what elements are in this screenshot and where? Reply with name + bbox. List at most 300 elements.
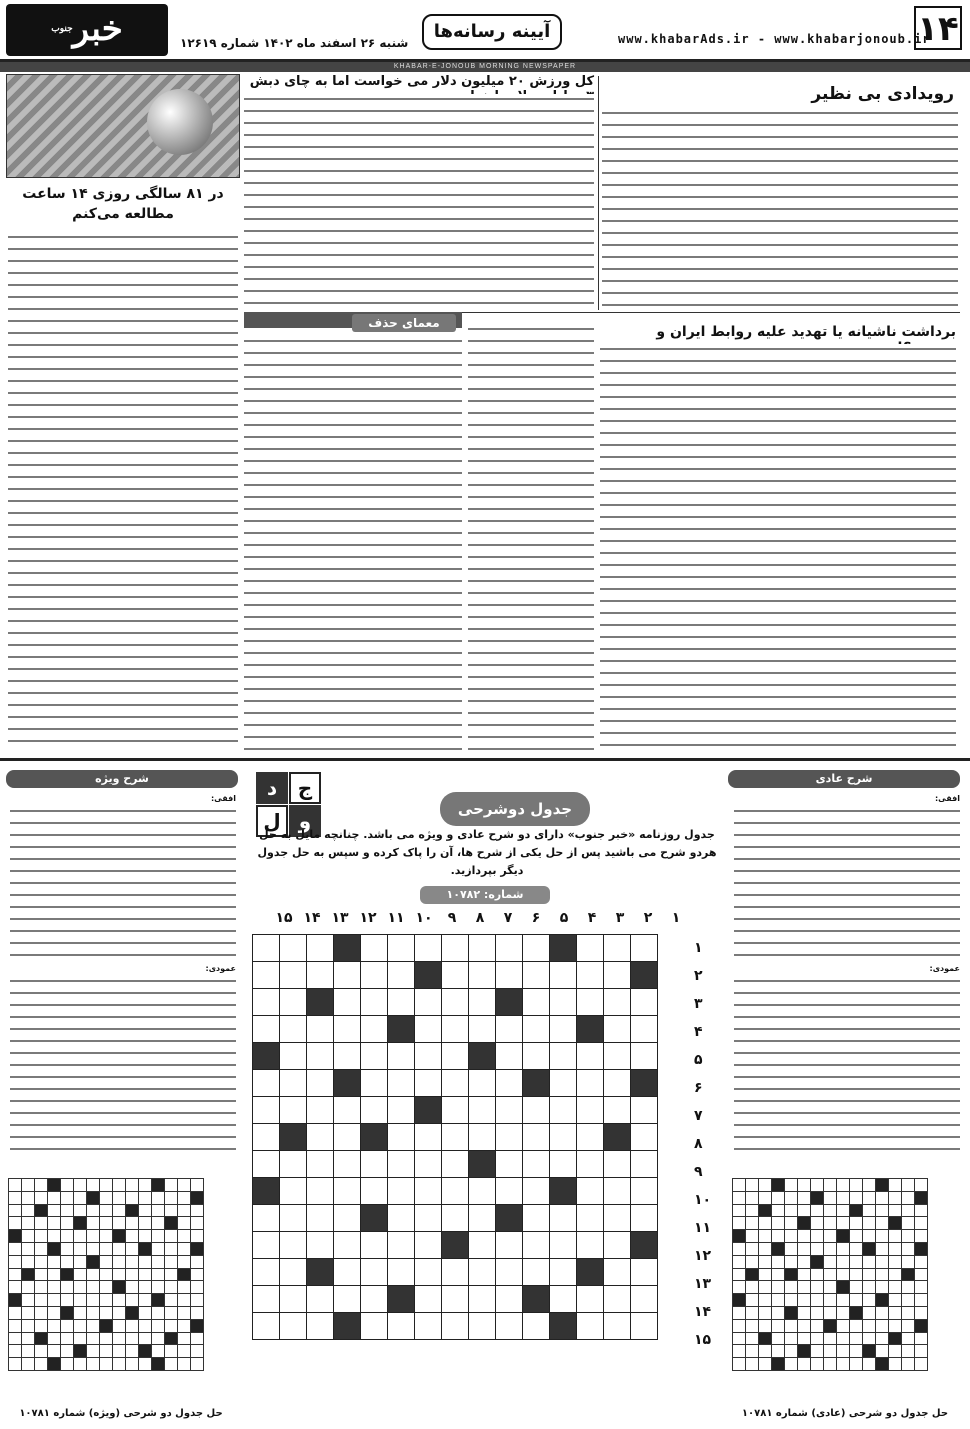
grid-cell[interactable] xyxy=(785,1242,798,1255)
grid-cell[interactable] xyxy=(889,1191,902,1204)
grid-cell[interactable] xyxy=(850,1230,863,1243)
grid-cell[interactable] xyxy=(733,1306,746,1319)
grid-cell[interactable] xyxy=(280,1016,307,1043)
grid-cell[interactable] xyxy=(915,1332,928,1345)
grid-cell[interactable] xyxy=(139,1230,152,1243)
grid-cell[interactable] xyxy=(811,1179,824,1192)
grid-cell[interactable] xyxy=(415,1124,442,1151)
grid-cell[interactable] xyxy=(22,1319,35,1332)
grid-cell[interactable] xyxy=(126,1242,139,1255)
grid-cell[interactable] xyxy=(604,1232,631,1259)
grid-cell[interactable] xyxy=(824,1306,837,1319)
grid-cell[interactable] xyxy=(496,1016,523,1043)
grid-cell[interactable] xyxy=(74,1319,87,1332)
grid-cell[interactable] xyxy=(126,1179,139,1192)
grid-cell[interactable] xyxy=(113,1332,126,1345)
grid-cell[interactable] xyxy=(415,1259,442,1286)
grid-cell[interactable] xyxy=(126,1281,139,1294)
grid-cell[interactable] xyxy=(824,1358,837,1371)
grid-cell[interactable] xyxy=(850,1179,863,1192)
grid-cell[interactable] xyxy=(733,1319,746,1332)
grid-cell[interactable] xyxy=(523,1043,550,1070)
grid-cell[interactable] xyxy=(889,1358,902,1371)
grid-cell[interactable] xyxy=(361,1178,388,1205)
grid-cell[interactable] xyxy=(35,1358,48,1371)
grid-cell[interactable] xyxy=(863,1230,876,1243)
grid-cell[interactable] xyxy=(550,1232,577,1259)
grid-cell[interactable] xyxy=(361,1232,388,1259)
grid-cell[interactable] xyxy=(74,1294,87,1307)
grid-cell[interactable] xyxy=(74,1332,87,1345)
grid-cell[interactable] xyxy=(9,1332,22,1345)
grid-cell[interactable] xyxy=(113,1268,126,1281)
grid-cell[interactable] xyxy=(798,1242,811,1255)
grid-cell[interactable] xyxy=(631,1286,658,1313)
grid-cell[interactable] xyxy=(837,1345,850,1358)
grid-cell[interactable] xyxy=(253,989,280,1016)
grid-cell[interactable] xyxy=(746,1230,759,1243)
grid-cell[interactable] xyxy=(35,1191,48,1204)
grid-cell[interactable] xyxy=(415,1205,442,1232)
grid-cell[interactable] xyxy=(9,1345,22,1358)
grid-cell[interactable] xyxy=(178,1332,191,1345)
grid-cell[interactable] xyxy=(733,1358,746,1371)
grid-cell[interactable] xyxy=(469,962,496,989)
grid-cell[interactable] xyxy=(746,1242,759,1255)
grid-cell[interactable] xyxy=(811,1332,824,1345)
grid-cell[interactable] xyxy=(550,1070,577,1097)
grid-cell[interactable] xyxy=(253,1232,280,1259)
grid-cell[interactable] xyxy=(126,1358,139,1371)
grid-cell[interactable] xyxy=(577,1097,604,1124)
grid-cell[interactable] xyxy=(126,1294,139,1307)
grid-cell[interactable] xyxy=(48,1255,61,1268)
grid-cell[interactable] xyxy=(100,1179,113,1192)
grid-cell[interactable] xyxy=(152,1268,165,1281)
grid-cell[interactable] xyxy=(523,1259,550,1286)
grid-cell[interactable] xyxy=(798,1306,811,1319)
grid-cell[interactable] xyxy=(824,1204,837,1217)
grid-cell[interactable] xyxy=(631,1043,658,1070)
grid-cell[interactable] xyxy=(334,1124,361,1151)
grid-cell[interactable] xyxy=(824,1230,837,1243)
grid-cell[interactable] xyxy=(577,1070,604,1097)
grid-cell[interactable] xyxy=(280,1286,307,1313)
grid-cell[interactable] xyxy=(496,935,523,962)
grid-cell[interactable] xyxy=(811,1294,824,1307)
grid-cell[interactable] xyxy=(139,1217,152,1230)
grid-cell[interactable] xyxy=(334,989,361,1016)
grid-cell[interactable] xyxy=(334,1016,361,1043)
grid-cell[interactable] xyxy=(604,1070,631,1097)
grid-cell[interactable] xyxy=(152,1345,165,1358)
grid-cell[interactable] xyxy=(152,1306,165,1319)
grid-cell[interactable] xyxy=(798,1281,811,1294)
grid-cell[interactable] xyxy=(837,1242,850,1255)
grid-cell[interactable] xyxy=(307,1016,334,1043)
grid-cell[interactable] xyxy=(915,1204,928,1217)
grid-cell[interactable] xyxy=(280,1070,307,1097)
grid-cell[interactable] xyxy=(9,1204,22,1217)
grid-cell[interactable] xyxy=(889,1230,902,1243)
grid-cell[interactable] xyxy=(442,962,469,989)
grid-cell[interactable] xyxy=(74,1242,87,1255)
grid-cell[interactable] xyxy=(785,1191,798,1204)
grid-cell[interactable] xyxy=(22,1281,35,1294)
grid-cell[interactable] xyxy=(100,1294,113,1307)
grid-cell[interactable] xyxy=(496,1043,523,1070)
grid-cell[interactable] xyxy=(61,1345,74,1358)
grid-cell[interactable] xyxy=(113,1242,126,1255)
grid-cell[interactable] xyxy=(388,1043,415,1070)
grid-cell[interactable] xyxy=(889,1319,902,1332)
grid-cell[interactable] xyxy=(280,1178,307,1205)
grid-cell[interactable] xyxy=(915,1179,928,1192)
grid-cell[interactable] xyxy=(178,1294,191,1307)
grid-cell[interactable] xyxy=(850,1268,863,1281)
grid-cell[interactable] xyxy=(253,1313,280,1340)
grid-cell[interactable] xyxy=(61,1358,74,1371)
grid-cell[interactable] xyxy=(61,1230,74,1243)
grid-cell[interactable] xyxy=(876,1319,889,1332)
grid-cell[interactable] xyxy=(415,935,442,962)
grid-cell[interactable] xyxy=(850,1281,863,1294)
grid-cell[interactable] xyxy=(191,1294,204,1307)
grid-cell[interactable] xyxy=(442,1124,469,1151)
grid-cell[interactable] xyxy=(361,1151,388,1178)
grid-cell[interactable] xyxy=(178,1255,191,1268)
grid-cell[interactable] xyxy=(863,1358,876,1371)
grid-cell[interactable] xyxy=(850,1191,863,1204)
grid-cell[interactable] xyxy=(165,1281,178,1294)
grid-cell[interactable] xyxy=(523,989,550,1016)
grid-cell[interactable] xyxy=(798,1191,811,1204)
grid-cell[interactable] xyxy=(74,1281,87,1294)
grid-cell[interactable] xyxy=(876,1255,889,1268)
grid-cell[interactable] xyxy=(604,1205,631,1232)
grid-cell[interactable] xyxy=(811,1281,824,1294)
grid-cell[interactable] xyxy=(442,1070,469,1097)
grid-cell[interactable] xyxy=(550,989,577,1016)
grid-cell[interactable] xyxy=(388,1151,415,1178)
grid-cell[interactable] xyxy=(126,1332,139,1345)
grid-cell[interactable] xyxy=(759,1255,772,1268)
grid-cell[interactable] xyxy=(61,1319,74,1332)
grid-cell[interactable] xyxy=(469,989,496,1016)
grid-cell[interactable] xyxy=(746,1191,759,1204)
grid-cell[interactable] xyxy=(772,1345,785,1358)
grid-cell[interactable] xyxy=(74,1179,87,1192)
grid-cell[interactable] xyxy=(126,1268,139,1281)
grid-cell[interactable] xyxy=(280,962,307,989)
grid-cell[interactable] xyxy=(61,1204,74,1217)
grid-cell[interactable] xyxy=(139,1255,152,1268)
grid-cell[interactable] xyxy=(469,1313,496,1340)
grid-cell[interactable] xyxy=(759,1281,772,1294)
grid-cell[interactable] xyxy=(35,1242,48,1255)
grid-cell[interactable] xyxy=(850,1255,863,1268)
grid-cell[interactable] xyxy=(74,1306,87,1319)
grid-cell[interactable] xyxy=(152,1217,165,1230)
grid-cell[interactable] xyxy=(811,1306,824,1319)
grid-cell[interactable] xyxy=(915,1306,928,1319)
grid-cell[interactable] xyxy=(759,1268,772,1281)
grid-cell[interactable] xyxy=(876,1332,889,1345)
grid-cell[interactable] xyxy=(361,1070,388,1097)
grid-cell[interactable] xyxy=(785,1332,798,1345)
grid-cell[interactable] xyxy=(191,1255,204,1268)
grid-cell[interactable] xyxy=(772,1332,785,1345)
grid-cell[interactable] xyxy=(415,1016,442,1043)
grid-cell[interactable] xyxy=(35,1255,48,1268)
grid-cell[interactable] xyxy=(22,1332,35,1345)
grid-cell[interactable] xyxy=(100,1358,113,1371)
grid-cell[interactable] xyxy=(48,1332,61,1345)
grid-cell[interactable] xyxy=(915,1255,928,1268)
grid-cell[interactable] xyxy=(631,1205,658,1232)
grid-cell[interactable] xyxy=(113,1306,126,1319)
grid-cell[interactable] xyxy=(280,1151,307,1178)
grid-cell[interactable] xyxy=(759,1179,772,1192)
grid-cell[interactable] xyxy=(798,1294,811,1307)
grid-cell[interactable] xyxy=(772,1294,785,1307)
grid-cell[interactable] xyxy=(759,1230,772,1243)
grid-cell[interactable] xyxy=(35,1319,48,1332)
grid-cell[interactable] xyxy=(746,1255,759,1268)
grid-cell[interactable] xyxy=(388,1313,415,1340)
grid-cell[interactable] xyxy=(178,1191,191,1204)
grid-cell[interactable] xyxy=(863,1217,876,1230)
grid-cell[interactable] xyxy=(759,1294,772,1307)
grid-cell[interactable] xyxy=(837,1191,850,1204)
grid-cell[interactable] xyxy=(191,1306,204,1319)
grid-cell[interactable] xyxy=(577,1124,604,1151)
grid-cell[interactable] xyxy=(334,1259,361,1286)
grid-cell[interactable] xyxy=(863,1191,876,1204)
grid-cell[interactable] xyxy=(902,1294,915,1307)
grid-cell[interactable] xyxy=(863,1255,876,1268)
grid-cell[interactable] xyxy=(307,1313,334,1340)
grid-cell[interactable] xyxy=(850,1319,863,1332)
grid-cell[interactable] xyxy=(824,1268,837,1281)
grid-cell[interactable] xyxy=(334,1151,361,1178)
grid-cell[interactable] xyxy=(280,935,307,962)
grid-cell[interactable] xyxy=(604,935,631,962)
grid-cell[interactable] xyxy=(798,1204,811,1217)
grid-cell[interactable] xyxy=(759,1345,772,1358)
grid-cell[interactable] xyxy=(35,1230,48,1243)
grid-cell[interactable] xyxy=(785,1281,798,1294)
grid-cell[interactable] xyxy=(307,1097,334,1124)
grid-cell[interactable] xyxy=(48,1268,61,1281)
grid-cell[interactable] xyxy=(415,1151,442,1178)
grid-cell[interactable] xyxy=(824,1179,837,1192)
grid-cell[interactable] xyxy=(280,1205,307,1232)
grid-cell[interactable] xyxy=(442,1178,469,1205)
grid-cell[interactable] xyxy=(35,1306,48,1319)
grid-cell[interactable] xyxy=(550,1151,577,1178)
grid-cell[interactable] xyxy=(100,1281,113,1294)
grid-cell[interactable] xyxy=(334,1043,361,1070)
grid-cell[interactable] xyxy=(863,1332,876,1345)
grid-cell[interactable] xyxy=(915,1281,928,1294)
grid-cell[interactable] xyxy=(126,1345,139,1358)
grid-cell[interactable] xyxy=(139,1191,152,1204)
grid-cell[interactable] xyxy=(746,1345,759,1358)
grid-cell[interactable] xyxy=(889,1179,902,1192)
grid-cell[interactable] xyxy=(523,1178,550,1205)
grid-cell[interactable] xyxy=(772,1230,785,1243)
grid-cell[interactable] xyxy=(100,1306,113,1319)
grid-cell[interactable] xyxy=(139,1332,152,1345)
grid-cell[interactable] xyxy=(280,1043,307,1070)
grid-cell[interactable] xyxy=(759,1191,772,1204)
grid-cell[interactable] xyxy=(113,1191,126,1204)
grid-cell[interactable] xyxy=(74,1358,87,1371)
grid-cell[interactable] xyxy=(876,1242,889,1255)
grid-cell[interactable] xyxy=(61,1332,74,1345)
grid-cell[interactable] xyxy=(889,1345,902,1358)
grid-cell[interactable] xyxy=(798,1230,811,1243)
grid-cell[interactable] xyxy=(902,1204,915,1217)
grid-cell[interactable] xyxy=(9,1306,22,1319)
grid-cell[interactable] xyxy=(733,1281,746,1294)
grid-cell[interactable] xyxy=(9,1179,22,1192)
grid-cell[interactable] xyxy=(165,1306,178,1319)
grid-cell[interactable] xyxy=(837,1294,850,1307)
grid-cell[interactable] xyxy=(746,1332,759,1345)
grid-cell[interactable] xyxy=(798,1179,811,1192)
grid-cell[interactable] xyxy=(604,1313,631,1340)
grid-cell[interactable] xyxy=(22,1345,35,1358)
grid-cell[interactable] xyxy=(785,1345,798,1358)
grid-cell[interactable] xyxy=(759,1319,772,1332)
grid-cell[interactable] xyxy=(9,1255,22,1268)
grid-cell[interactable] xyxy=(113,1345,126,1358)
grid-cell[interactable] xyxy=(604,989,631,1016)
grid-cell[interactable] xyxy=(798,1268,811,1281)
grid-cell[interactable] xyxy=(9,1281,22,1294)
grid-cell[interactable] xyxy=(334,1232,361,1259)
grid-cell[interactable] xyxy=(48,1230,61,1243)
grid-cell[interactable] xyxy=(759,1358,772,1371)
grid-cell[interactable] xyxy=(577,1151,604,1178)
grid-cell[interactable] xyxy=(113,1179,126,1192)
grid-cell[interactable] xyxy=(824,1242,837,1255)
grid-cell[interactable] xyxy=(733,1191,746,1204)
grid-cell[interactable] xyxy=(113,1255,126,1268)
grid-cell[interactable] xyxy=(469,1070,496,1097)
grid-cell[interactable] xyxy=(87,1268,100,1281)
grid-cell[interactable] xyxy=(631,935,658,962)
grid-cell[interactable] xyxy=(469,1124,496,1151)
grid-cell[interactable] xyxy=(165,1255,178,1268)
grid-cell[interactable] xyxy=(811,1204,824,1217)
grid-cell[interactable] xyxy=(902,1345,915,1358)
grid-cell[interactable] xyxy=(191,1204,204,1217)
grid-cell[interactable] xyxy=(126,1191,139,1204)
grid-cell[interactable] xyxy=(837,1332,850,1345)
grid-cell[interactable] xyxy=(604,962,631,989)
grid-cell[interactable] xyxy=(87,1281,100,1294)
grid-cell[interactable] xyxy=(139,1294,152,1307)
grid-cell[interactable] xyxy=(48,1281,61,1294)
grid-cell[interactable] xyxy=(48,1191,61,1204)
grid-cell[interactable] xyxy=(87,1294,100,1307)
grid-cell[interactable] xyxy=(22,1230,35,1243)
grid-cell[interactable] xyxy=(733,1345,746,1358)
grid-cell[interactable] xyxy=(496,1286,523,1313)
grid-cell[interactable] xyxy=(165,1319,178,1332)
grid-cell[interactable] xyxy=(361,1286,388,1313)
grid-cell[interactable] xyxy=(631,1313,658,1340)
grid-cell[interactable] xyxy=(22,1242,35,1255)
grid-cell[interactable] xyxy=(577,1043,604,1070)
grid-cell[interactable] xyxy=(48,1306,61,1319)
grid-cell[interactable] xyxy=(100,1268,113,1281)
grid-cell[interactable] xyxy=(280,989,307,1016)
grid-cell[interactable] xyxy=(746,1281,759,1294)
grid-cell[interactable] xyxy=(915,1294,928,1307)
grid-cell[interactable] xyxy=(152,1204,165,1217)
grid-cell[interactable] xyxy=(191,1230,204,1243)
grid-cell[interactable] xyxy=(550,1016,577,1043)
grid-cell[interactable] xyxy=(469,1259,496,1286)
grid-cell[interactable] xyxy=(87,1345,100,1358)
grid-cell[interactable] xyxy=(35,1345,48,1358)
grid-cell[interactable] xyxy=(22,1204,35,1217)
grid-cell[interactable] xyxy=(523,1016,550,1043)
grid-cell[interactable] xyxy=(415,1178,442,1205)
grid-cell[interactable] xyxy=(191,1217,204,1230)
grid-cell[interactable] xyxy=(334,1178,361,1205)
grid-cell[interactable] xyxy=(253,1070,280,1097)
grid-cell[interactable] xyxy=(191,1332,204,1345)
grid-cell[interactable] xyxy=(876,1281,889,1294)
grid-cell[interactable] xyxy=(165,1294,178,1307)
grid-cell[interactable] xyxy=(280,1259,307,1286)
grid-cell[interactable] xyxy=(35,1294,48,1307)
grid-cell[interactable] xyxy=(139,1268,152,1281)
grid-cell[interactable] xyxy=(811,1268,824,1281)
grid-cell[interactable] xyxy=(798,1255,811,1268)
grid-cell[interactable] xyxy=(550,1286,577,1313)
grid-cell[interactable] xyxy=(152,1230,165,1243)
grid-cell[interactable] xyxy=(550,1205,577,1232)
grid-cell[interactable] xyxy=(165,1345,178,1358)
grid-cell[interactable] xyxy=(388,1070,415,1097)
grid-cell[interactable] xyxy=(523,1232,550,1259)
grid-cell[interactable] xyxy=(604,1097,631,1124)
grid-cell[interactable] xyxy=(126,1230,139,1243)
grid-cell[interactable] xyxy=(152,1281,165,1294)
grid-cell[interactable] xyxy=(388,1232,415,1259)
grid-cell[interactable] xyxy=(100,1345,113,1358)
grid-cell[interactable] xyxy=(113,1217,126,1230)
grid-cell[interactable] xyxy=(785,1230,798,1243)
grid-cell[interactable] xyxy=(100,1242,113,1255)
grid-cell[interactable] xyxy=(307,1151,334,1178)
grid-cell[interactable] xyxy=(863,1179,876,1192)
grid-cell[interactable] xyxy=(253,1097,280,1124)
grid-cell[interactable] xyxy=(87,1306,100,1319)
grid-cell[interactable] xyxy=(22,1179,35,1192)
grid-cell[interactable] xyxy=(902,1255,915,1268)
grid-cell[interactable] xyxy=(442,1151,469,1178)
grid-cell[interactable] xyxy=(469,1178,496,1205)
grid-cell[interactable] xyxy=(361,1016,388,1043)
grid-cell[interactable] xyxy=(550,1124,577,1151)
